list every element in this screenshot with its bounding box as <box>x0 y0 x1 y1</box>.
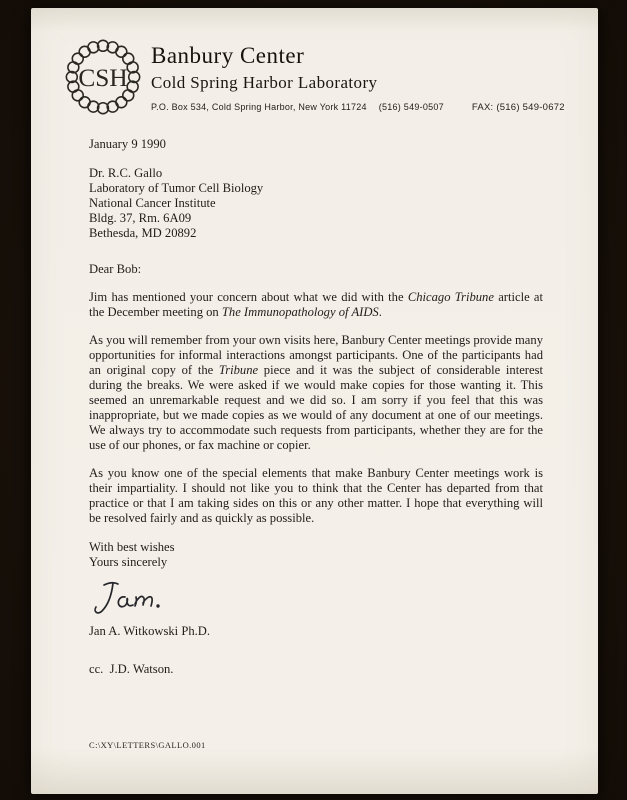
signature-handwriting <box>89 578 171 620</box>
org-name: Banbury Center <box>151 43 305 68</box>
recipient-line: Bldg. 37, Rm. 6A09 <box>89 211 192 225</box>
recipient-line: Dr. R.C. Gallo <box>89 166 163 180</box>
para1-text: article at the December meeting on <box>89 290 543 319</box>
recipient-block <box>89 166 543 241</box>
date-line: January 9 1990 <box>89 137 166 151</box>
letterhead-address-row <box>151 102 565 113</box>
csh-logo-text: CSH <box>78 63 128 92</box>
paragraph-1 <box>89 290 543 320</box>
letter-body <box>31 137 598 677</box>
address-line: P.O. Box 534, Cold Spring Harbor, New York 11724 <box>151 101 367 112</box>
closing-line-1: With best wishes <box>89 540 175 554</box>
para1-italic-aids-title: The Immunopathology of AIDS <box>221 305 379 319</box>
org-subtitle: Cold Spring Harbor Laboratory <box>151 73 378 93</box>
file-path-footer: C:\XY\LETTERS\GALLO.001 <box>89 740 206 750</box>
paragraph-2 <box>89 333 543 453</box>
phone-number: (516) 549-0507 <box>378 101 444 112</box>
cc-line: cc. J.D. Watson. <box>89 662 174 676</box>
recipient-line: National Cancer Institute <box>89 196 216 210</box>
para1-text: Jim has mentioned your concern about what we did with the <box>89 290 408 304</box>
paragraph-3: As you know one of the special elements that make Banbury Center meetings work is their impartiality. I should not like you to think that the Center has departed from that practice or that I am taking sides on this or any other matter. I hope that everything will be resolved fairly and as quickly as possible. <box>89 466 543 525</box>
closing-block <box>89 540 543 570</box>
para1-italic-chicago-tribune: Chicago Tribune <box>407 290 494 304</box>
para2-italic-tribune: Tribune <box>218 363 259 377</box>
recipient-line: Laboratory of Tumor Cell Biology <box>89 181 264 195</box>
letterhead-text <box>151 38 565 113</box>
recipient-line: Bethesda, MD 20892 <box>89 226 197 240</box>
csh-chain-ring-icon <box>64 38 142 116</box>
salutation: Dear Bob: <box>89 262 142 276</box>
para1-text: . <box>378 305 382 319</box>
csh-logo <box>64 38 142 116</box>
para2-text: As you will remember from your own visits here, Banbury Center meetings provide many opportunities for informal interactions amongst participants. One of the participants had an original copy of the <box>89 333 543 377</box>
letterhead <box>31 8 598 116</box>
sender-name: Jan A. Witkowski Ph.D. <box>89 624 211 638</box>
letter-document <box>31 8 598 794</box>
signature-block <box>89 578 543 620</box>
closing-line-2: Yours sincerely <box>89 555 168 569</box>
para2-text: piece and it was the subject of considerable interest during the breaks. We were asked if we would make copies for those wanting it. This seemed an unremarkable request and we did so. I am sorry if you feel that this was inappropriate, but we made copies as we would of any document at one of our meetings. We always try to accommodate such requests from participants, whether they are for the use of our phones, or fax machine or copier. <box>89 363 543 452</box>
fax-number: FAX: (516) 549-0672 <box>471 101 565 113</box>
